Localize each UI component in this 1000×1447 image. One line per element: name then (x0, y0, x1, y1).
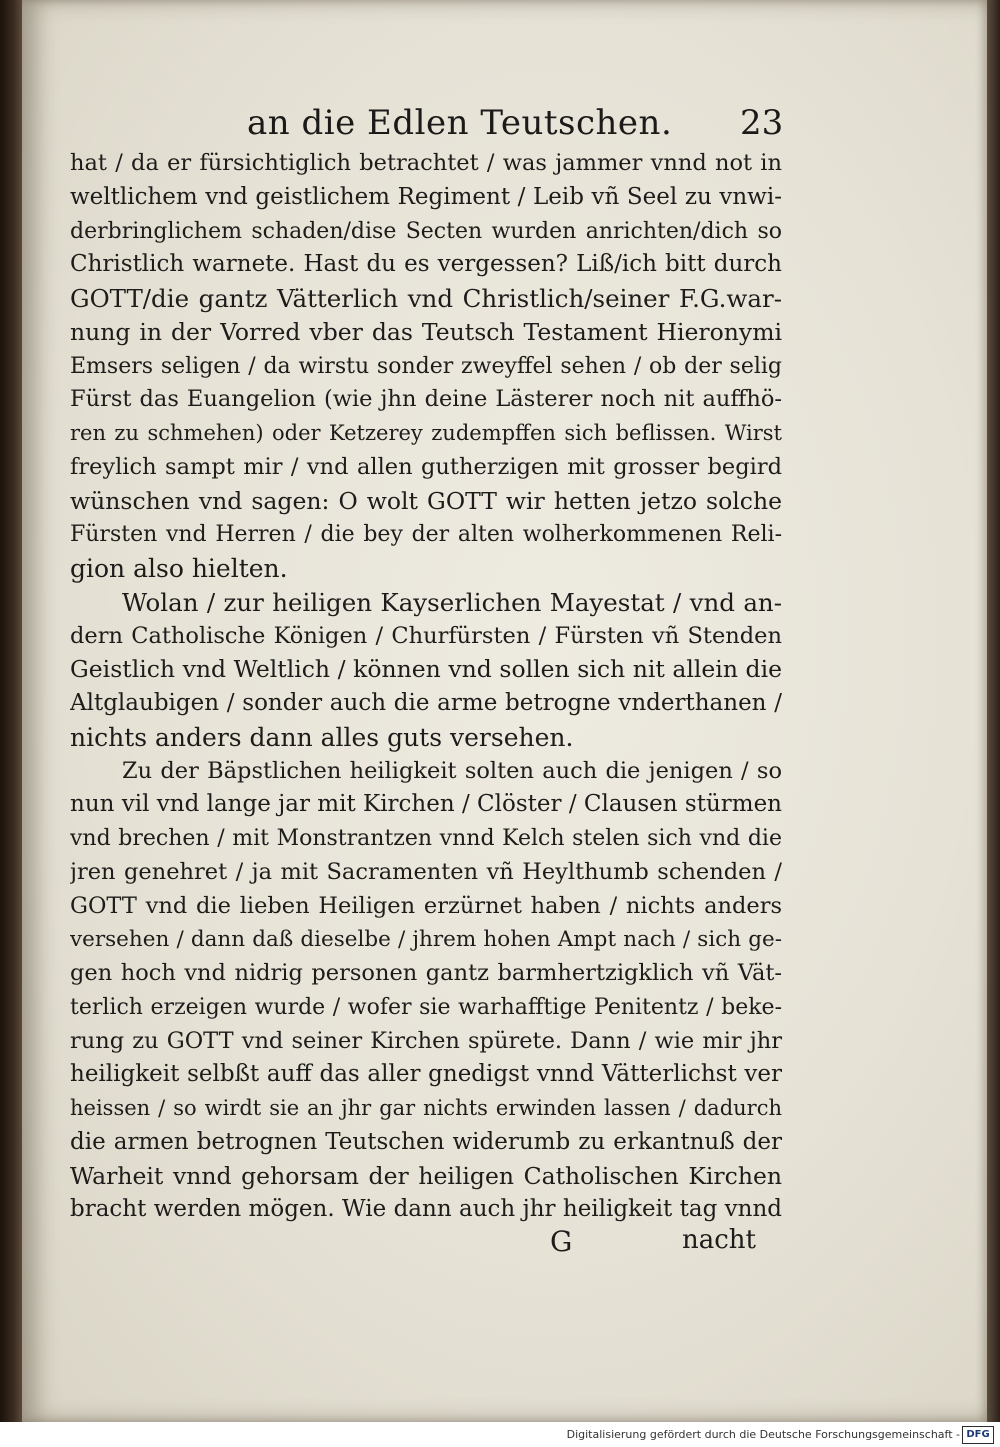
text-line-paragraph-start: Wolan / zur heiligen Kayserlichen Mayestat / vnd an- (122, 587, 782, 617)
text-line: dern Catholische Königen / Churfürsten / Fürsten vñ Stenden (70, 622, 782, 649)
body-text (70, 147, 782, 1227)
text-line: derbringlichem schaden/dise Secten wurden anrichten/dich so (70, 218, 782, 244)
text-line: heiligkeit selbßt auff das aller gnedigst vnnd Vätterlichst ver (70, 1061, 782, 1088)
text-line-paragraph-end: nichts anders dann alles guts versehen. (70, 722, 574, 752)
text-line: jren genehret / ja mit Sacramenten vñ Heylthumb schenden / (70, 858, 782, 885)
text-line: bracht werden mögen. Wie dann auch jhr heiligkeit tag vnnd (70, 1196, 782, 1223)
funding-credit: Digitalisierung gefördert durch die Deutsche Forschungsgemeinschaft - (566, 1428, 960, 1441)
text-line: gen hoch vnd nidrig personen gantz barmhertzigklich vñ Vät- (70, 960, 782, 986)
text-line: Geistlich vnd Weltlich / können vnd sollen sich nit allein die (70, 655, 782, 684)
text-line: Altglaubigen / sonder auch die arme betrogne vnderthanen / (70, 690, 782, 716)
text-line: heissen / so wirdt sie an jhr gar nichts erwinden lassen / dadurch (70, 1096, 782, 1120)
text-line: Emsers seligen / da wirstu sonder zweyffel sehen / ob der selig (70, 353, 782, 379)
book-page (22, 0, 987, 1422)
catchword: nacht (682, 1225, 757, 1255)
text-line: GOTT vnd die lieben Heiligen erzürnet haben / nichts anders (70, 892, 782, 919)
text-line: freylich sampt mir / vnd allen gutherzigen mit grosser begird (70, 453, 782, 480)
text-line: die armen betrognen Teutschen widerumb zu erkantnuß der (70, 1128, 782, 1155)
text-line: nun vil vnd lange jar mit Kirchen / Clöster / Clausen stürmen (70, 791, 782, 818)
text-line: versehen / dann daß dieselbe / jhrem hohen Ampt nach / sich ge- (70, 927, 782, 953)
text-line: Warheit vnnd gehorsam der heiligen Catholischen Kirchen (70, 1161, 782, 1190)
text-line: GOTT/die gantz Vätterlich vnd Christlich/seiner F.G.war- (70, 284, 782, 313)
text-line: nung in der Vorred vber das Teutsch Testament Hieronymi (70, 317, 782, 346)
text-line: terlich erzeigen wurde / wofer sie warhafftige Penitentz / beke- (70, 994, 782, 1020)
text-line-paragraph-start: Zu der Bäpstlichen heiligkeit solten auch die jenigen / so (122, 757, 782, 784)
text-line: Fürst das Euangelion (wie jhn deine Lästerer noch nit auffhö- (70, 386, 782, 413)
page-right-edge (987, 0, 1000, 1422)
book-binding-edge (0, 0, 22, 1422)
text-line: Christlich warnete. Hast du es vergessen? Liß/ich bitt durch (70, 251, 782, 278)
running-head: an die Edlen Teutschen. (247, 103, 673, 143)
text-line: Fürsten vnd Herren / die bey der alten wolherkommenen Reli- (70, 522, 782, 548)
text-line: hat / da er fürsichtiglich betrachtet / was jammer vnnd not in (70, 150, 782, 176)
text-line: weltlichem vnd geistlichem Regiment / Leib vñ Seel zu vnwi- (70, 183, 782, 210)
text-line: ren zu schmehen) oder Ketzerey zudempffen sich beflissen. Wirst (70, 421, 782, 445)
text-line: rung zu GOTT vnd seiner Kirchen spürete. Dann / wie mir jhr (70, 1027, 782, 1054)
signature-mark: G (550, 1225, 573, 1258)
text-line: wünschen vnd sagen: O wolt GOTT wir hetten jetzo solche (70, 486, 782, 515)
dfg-logo: DFG (962, 1426, 994, 1444)
text-line: vnd brechen / mit Monstrantzen vnnd Kelch stelen sich vnd die (70, 826, 782, 851)
page-number: 23 (740, 103, 784, 143)
footer-bar (0, 1422, 1000, 1447)
text-line-paragraph-end: gion also hielten. (70, 554, 288, 583)
